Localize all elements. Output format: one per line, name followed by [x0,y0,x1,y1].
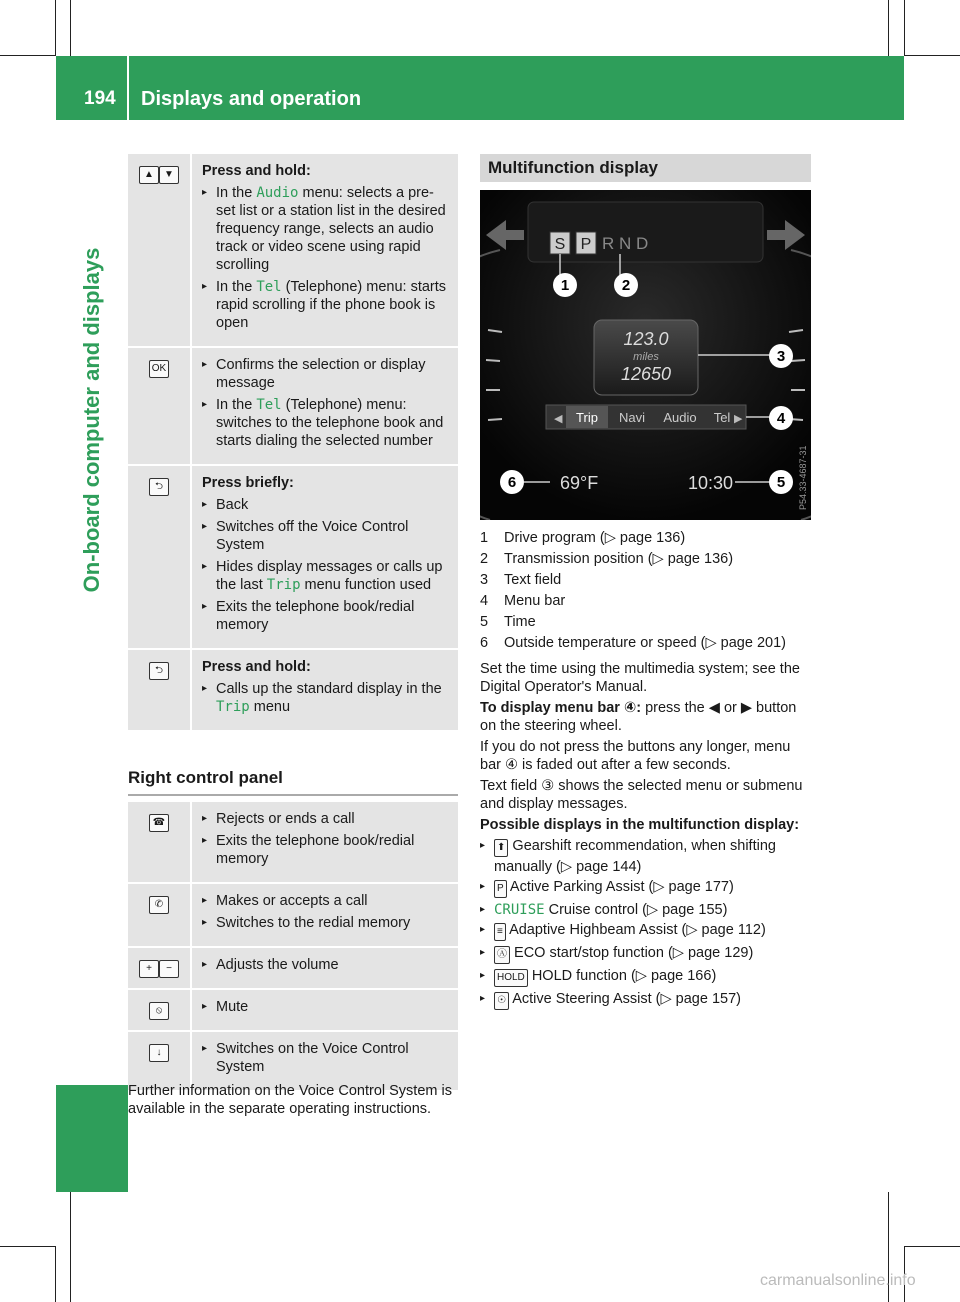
bullet-list [202,956,448,974]
text-field-text: Text field ③ shows the selected menu or submenu and display messages. [480,778,803,812]
list-item: ▸ Makes or accepts a call [202,892,448,910]
possible-display-text: Adaptive Highbeam Assist (▷ page 112) [505,922,766,938]
list-item: ▸ Switches on the Voice Control System [202,1040,448,1076]
control-key-icon: + [139,960,159,978]
bullet-list [202,356,448,450]
description-cell [192,348,458,464]
description-cell [192,802,458,882]
table-row [128,466,458,648]
callout-5: 5 [776,474,786,491]
possible-display-item [480,921,811,942]
possible-display-text: Active Parking Assist (▷ page 177) [506,879,734,895]
bullet-text: In the [216,185,257,201]
menu-item-trip: Trip [576,410,598,425]
display-symbol-icon: ⬆ [494,839,508,857]
header-divider [127,56,129,120]
possible-display-item [480,878,811,899]
list-item [202,518,448,554]
description-cell [192,650,458,730]
list-item: ▸ Exits the telephone book/redial memory [202,832,448,868]
crop-mark [904,55,960,56]
bullet-text: In the [216,279,257,295]
bullet-text: Hides display messages or calls up the last [216,559,443,593]
display-symbol-icon: ☉ [494,992,509,1010]
legend-number: 3 [480,572,489,588]
key-cell [128,948,192,988]
crop-mark [904,1246,960,1247]
table-row [128,948,458,988]
cluster-value1: 123.0 [623,329,669,349]
crop-mark [0,1246,56,1247]
possible-display-text: Gearshift recommendation, when shifting manually (▷ page 144) [494,838,776,875]
list-item [202,680,448,716]
bullet-text: Exits the telephone book/redial memory [216,599,415,633]
list-item [202,278,448,332]
list-item: ▸ Rejects or ends a call [202,810,448,828]
list-item [202,184,448,274]
cluster-temp: 69°F [560,473,599,493]
bullet-list [202,810,448,868]
section-rule [128,794,458,796]
control-key-icon: ↓ [149,1044,169,1062]
display-text-highlight: Tel [256,397,282,413]
menu-item-tel: Tel [713,410,731,425]
list-item: ▸ Adjusts the volume [202,956,448,974]
list-item [202,356,448,392]
bullet-text: In the [216,397,257,413]
crop-mark [55,1246,56,1302]
bullet-text: menu: selects a pre-set list or a station list in the desired frequency range, selects an audio track or video scene using rapid scrolling [216,185,446,273]
control-key-icon: ☎ [149,814,169,832]
list-item: ▸ Mute [202,998,448,1016]
further-information-text: Further information on the Voice Control System is available in the separate operating instructions. [128,1083,452,1117]
bullet-text: Back [216,497,249,513]
legend-text: Text field [504,572,562,588]
display-symbol-icon: P [494,880,507,898]
instruction-heading: To display menu bar ④: [480,700,642,716]
gear-s-text: S [554,236,566,253]
cluster-time: 10:30 [688,473,734,493]
list-item: ▸ Switches to the redial memory [202,914,448,932]
control-key-icon: ⦸ [149,1002,169,1020]
section-title-right-control-panel: Right control panel [128,768,283,787]
table-row [128,884,458,946]
steering-key-icon: ⮌ [149,662,169,680]
bullet-text: Confirms the selection or display message [216,357,426,391]
menu-left-arrow-icon: ◀ [554,413,563,425]
key-cell [128,348,192,464]
callout-4: 4 [776,410,786,427]
description-cell [192,948,458,988]
key-cell [128,802,192,882]
description-heading: Press briefly: [202,475,294,491]
gear-rnd-text: R N D [602,234,649,253]
display-symbol-icon: Ⓐ [494,946,510,964]
control-key-icon: − [159,960,179,978]
description-cell [192,990,458,1030]
callout-3: 3 [776,348,786,365]
table-row [128,650,458,730]
crop-mark [55,0,56,56]
steering-keys-table [128,152,458,732]
steering-key-icon: ▼ [159,166,179,184]
possible-display-item [480,901,811,919]
instruction-text: press the ◀ or ▶ button on the steering wheel. [480,700,797,734]
description-cell [192,154,458,346]
display-symbol-icon: HOLD [494,969,528,987]
bullet-list [202,892,448,932]
bullet-text: Calls up the standard display in the [216,681,442,697]
crop-mark [0,55,56,56]
chapter-tab-label: On-board computer and displays [79,247,104,593]
steering-key-icon: OK [149,360,169,378]
chapter-tab-block [56,1085,128,1192]
legend-item [480,612,811,633]
menu-item-navi: Navi [618,410,646,425]
legend-item [480,633,811,654]
page-number: 194 [84,88,116,109]
display-text-highlight: Tel [256,279,282,295]
key-cell [128,466,192,648]
table-row [128,990,458,1030]
control-key-icon: ✆ [149,896,169,914]
bullet-text: menu [249,699,291,715]
description-cell [192,884,458,946]
legend-number: 1 [480,530,489,546]
legend-number: 2 [480,551,489,567]
multifunction-body-text [480,660,811,1013]
cluster-unit: miles [633,351,659,363]
legend-text: Outside temperature or speed (▷ page 201) [504,635,786,651]
list-item [202,598,448,634]
display-symbol-icon: ≡ [494,923,506,941]
right-control-panel-table [128,800,458,1092]
display-text-highlight: CRUISE [494,902,545,918]
instrument-cluster-image [480,190,811,520]
description-heading: Press and hold: [202,659,311,675]
page-title: Displays and operation [141,88,362,110]
legend-number: 5 [480,614,489,630]
callout-2: 2 [621,277,631,294]
legend-item [480,570,811,591]
cluster-svg [480,190,811,520]
table-row [128,154,458,346]
possible-display-text: ECO start/stop function (▷ page 129) [510,945,754,961]
set-time-text: Set the time using the multimedia system; see the Digital Operator's Manual. [480,661,800,695]
gear-p-text: P [580,236,592,253]
legend-text: Drive program (▷ page 136) [504,530,686,546]
possible-display-item [480,944,811,965]
callout-legend [480,528,811,654]
key-cell [128,154,192,346]
steering-key-icon: ⮌ [149,478,169,496]
legend-text: Time [504,614,536,630]
bullet-list [202,1040,448,1076]
bullet-list [202,998,448,1016]
key-cell [128,990,192,1030]
legend-text: Transmission position (▷ page 136) [504,551,734,567]
possible-display-item [480,990,811,1011]
legend-text: Menu bar [504,593,566,609]
bullet-text: (Telephone) menu: switches to the telephone book and starts dialing the selected number [216,397,444,449]
menu-item-audio: Audio [663,410,697,425]
bullet-text: (Telephone) menu: starts rapid scrolling if the phone book is open [216,279,447,331]
cluster-value2: 12650 [620,364,672,384]
legend-item [480,528,811,549]
crop-mark [70,1192,71,1302]
description-heading: Press and hold: [202,163,311,179]
figure-code: P54.33-4687-31 [798,445,808,510]
key-cell [128,650,192,730]
table-row [128,802,458,882]
bullet-list [202,184,448,332]
display-text-highlight: Trip [216,699,250,715]
callout-1: 1 [560,277,570,294]
menu-right-arrow-icon: ▶ [734,413,743,425]
menu-bar-fade-text: If you do not press the buttons any longer, menu bar ④ is faded out after a few seconds. [480,739,791,773]
steering-key-icon: ▲ [139,166,159,184]
possible-display-text: Cruise control (▷ page 155) [544,902,728,918]
bullet-list [202,496,448,634]
display-text-highlight: Audio [256,185,299,201]
display-text-highlight: Trip [266,577,301,593]
key-cell [128,884,192,946]
possible-displays-heading: Possible displays in the multifunction display: [480,817,800,833]
description-cell [192,466,458,648]
legend-item [480,591,811,612]
table-row [128,348,458,464]
legend-number: 4 [480,593,489,609]
bullet-text: menu function used [300,577,432,593]
bullet-text: Switches off the Voice Control System [216,519,409,553]
multifunction-display-heading: Multifunction display [480,154,811,182]
list-item [202,558,448,594]
possible-display-item [480,967,811,988]
menu-bar-instruction [480,699,811,735]
bullet-list [202,680,448,716]
legend-item [480,549,811,570]
legend-number: 6 [480,635,489,651]
callout-6: 6 [507,474,517,491]
possible-display-text: Active Steering Assist (▷ page 157) [508,991,741,1007]
list-item [202,496,448,514]
possible-display-item [480,837,811,876]
possible-display-text: HOLD function (▷ page 166) [527,968,717,984]
watermark: carmanualsonline.info [760,1272,916,1289]
list-item [202,396,448,450]
crop-mark [904,0,905,56]
